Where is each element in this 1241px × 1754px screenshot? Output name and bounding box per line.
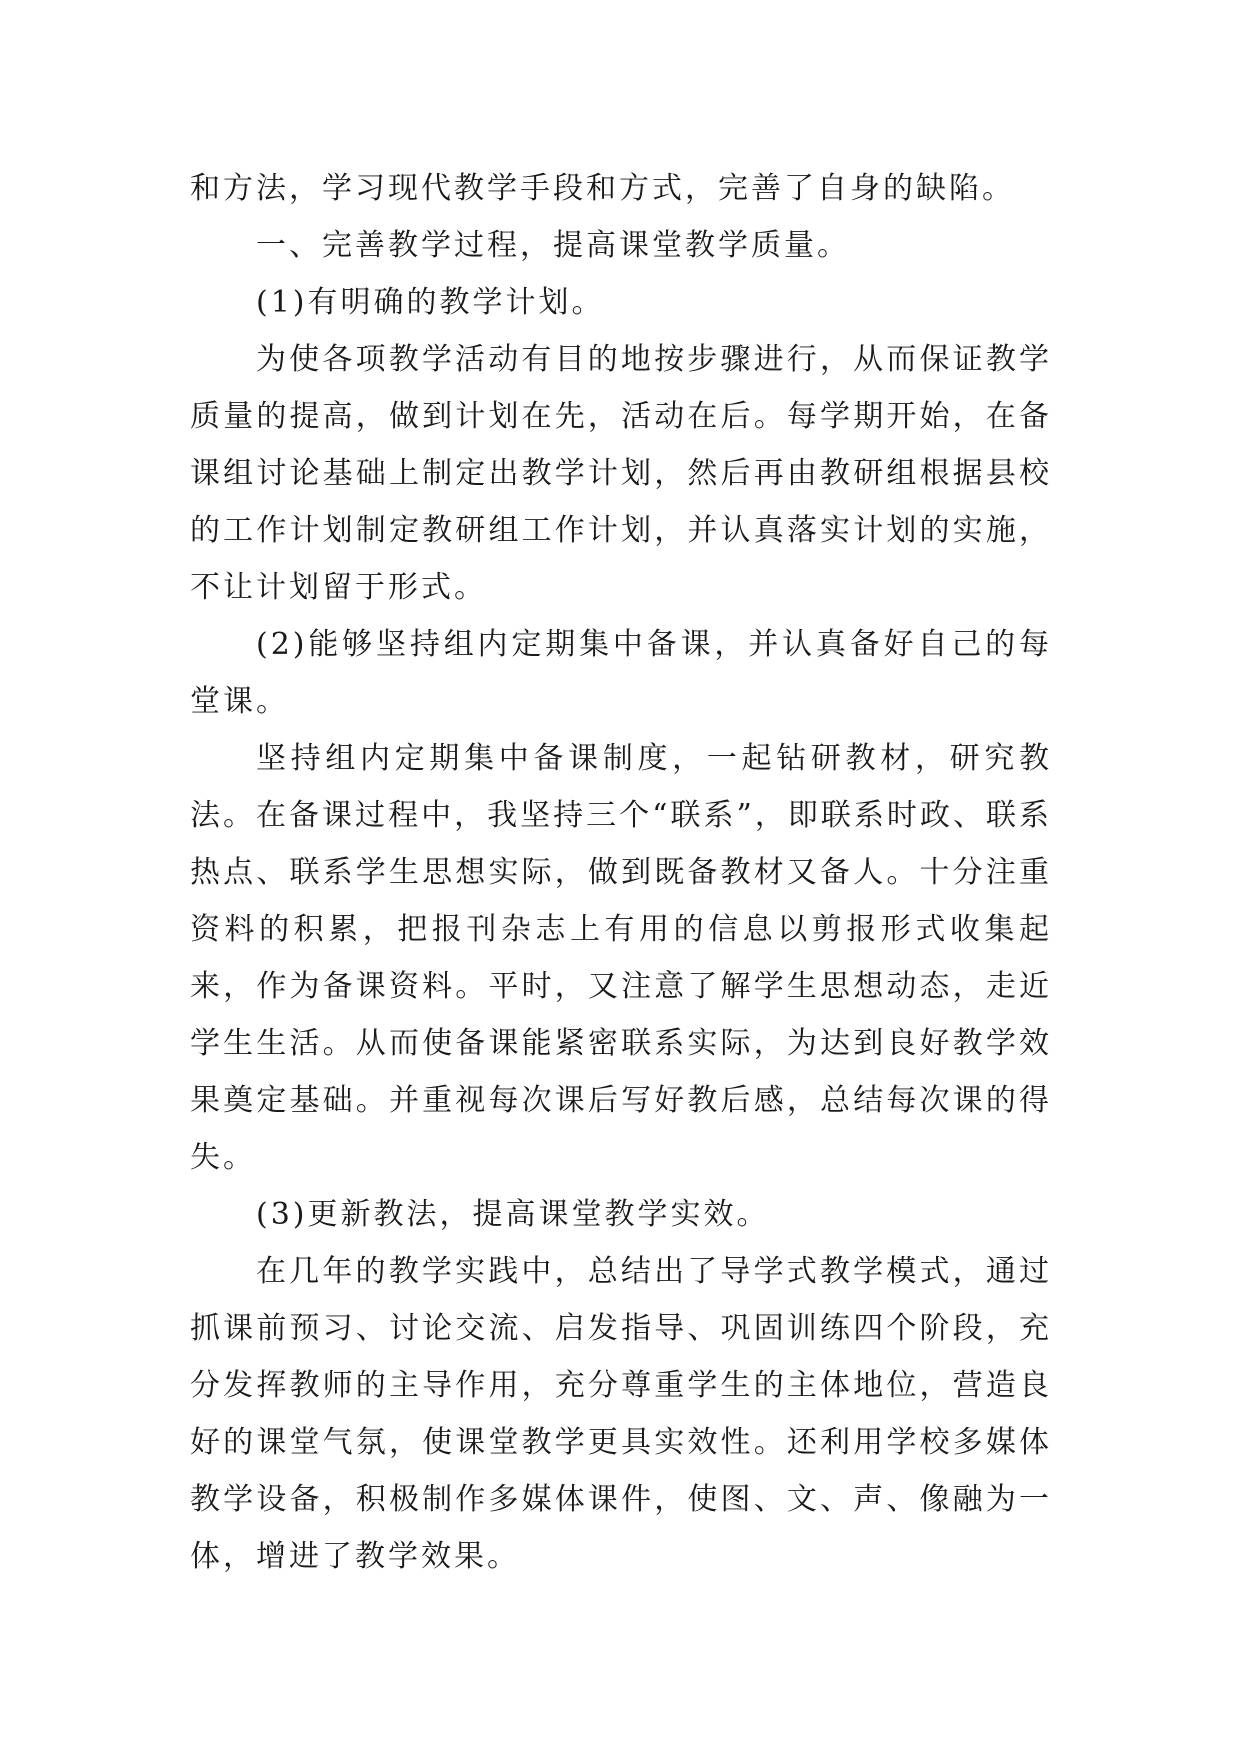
subsection-heading-3: (3)更新教法，提高课堂教学实效。 bbox=[256, 1197, 770, 1232]
section-heading: 一、完善教学过程，提高课堂教学质量。 bbox=[256, 228, 850, 263]
subsection-heading-1: (1)有明确的教学计划。 bbox=[256, 285, 605, 320]
paragraph-teaching-method: 在几年的教学实践中，总结出了导学式教学模式，通过抓课前预习、讨论交流、启发指导、巩固训练四个阶段，充分发挥教师的主导作用，充分尊重学生的主体地位，营造良好的课堂气氛，使课堂教学更具实效性。还利用学校多媒体教学设备，积极制作多媒体课件，使图、文、声、像融为一体，增进了教学效果。 bbox=[190, 1254, 1052, 1574]
paragraph-lesson-prep: 坚持组内定期集中备课制度，一起钻研教材，研究教法。在备课过程中，我坚持三个“联系”，即联系时政、联系热点、联系学生思想实际，做到既备教材又备人。十分注重资料的积累，把报刊杂志上有用的信息以剪报形式收集起来，作为备课资料。平时，又注意了解学生思想动态，走近学生生活。从而使备课能紧密联系实际，为达到良好教学效果奠定基础。并重视每次课后写好教后感，总结每次课的得失。 bbox=[190, 741, 1052, 1175]
paragraph-continuation: 和方法，学习现代教学手段和方式，完善了自身的缺陷。 bbox=[190, 171, 1015, 206]
document-body bbox=[190, 160, 1052, 1585]
paragraph-teaching-plan: 为使各项教学活动有目的地按步骤进行，从而保证教学质量的提高，做到计划在先，活动在后。每学期开始，在备课组讨论基础上制定出教学计划，然后再由教研组根据县校的工作计划制定教研组工作计划，并认真落实计划的实施，不让计划留于形式。 bbox=[190, 342, 1052, 605]
subsection-heading-2: (2)能够坚持组内定期集中备课，并认真备好自己的每堂课。 bbox=[190, 627, 1052, 719]
